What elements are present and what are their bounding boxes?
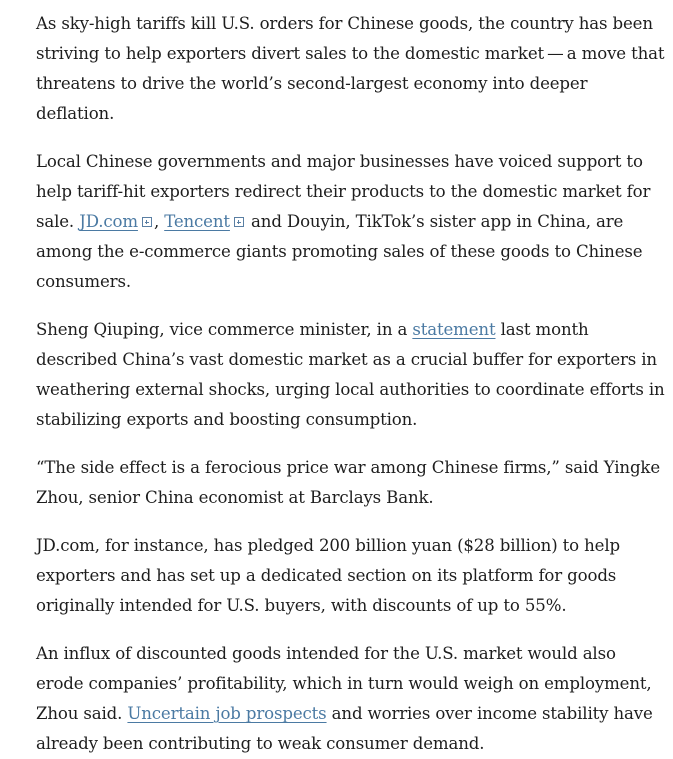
paragraph-2 bbox=[36, 147, 666, 297]
plus-box-icon[interactable] bbox=[142, 217, 152, 227]
paragraph-4-text: “The side effect is a ferocious price war among Chinese firms,” said Yingke Zhou, senior China economist at Barclays Bank. bbox=[36, 458, 660, 507]
paragraph-6-before: An influx of discounted goods intended for the U.S. market would also erode companies’ profitability, which in turn would weigh on employment, Zhou said. bbox=[36, 644, 652, 723]
paragraph-3-before: Sheng Qiuping, vice commerce minister, in a bbox=[36, 320, 413, 339]
paragraph-6-after: and worries over income stability have already been contributing to weak consumer demand. bbox=[36, 704, 653, 753]
paragraph-2-rest: and Douyin, TikTok’s sister app in China, are among the e-commerce giants promoting sales of these goods to Chinese consumers. bbox=[36, 212, 643, 291]
paragraph-2-separator: , bbox=[153, 212, 165, 231]
plus-box-icon[interactable] bbox=[234, 217, 244, 227]
paragraph-3-after: last month described China’s vast domestic market as a crucial buffer for exporters in weathering external shocks, urging local authorities to coordinate efforts in stabilizing exports and boosting consumption. bbox=[36, 320, 665, 429]
paragraph-2-intro: Local Chinese governments and major businesses have voiced support to help tariff-hit exporters redirect their products to the domestic market for sale. bbox=[36, 152, 651, 231]
paragraph-1-text: As sky-high tariffs kill U.S. orders for Chinese goods, the country has been striving to help exporters divert sales to the domestic market — a move that threatens to drive the world’s second-largest economy into deeper deflation. bbox=[36, 14, 665, 123]
paragraph-1 bbox=[36, 9, 666, 129]
statement-link[interactable]: statement bbox=[412, 320, 496, 339]
tencent-link[interactable]: Tencent bbox=[164, 212, 230, 231]
paragraph-4 bbox=[36, 453, 666, 513]
paragraph-6 bbox=[36, 639, 666, 759]
jd-com-link[interactable]: JD.com bbox=[79, 212, 138, 231]
paragraph-5-text: JD.com, for instance, has pledged 200 billion yuan ($28 billion) to help exporters and has set up a dedicated section on its platform for goods originally intended for U.S. buyers, with discounts of up to 55%. bbox=[36, 536, 620, 615]
paragraph-5 bbox=[36, 531, 666, 621]
uncertain-job-prospects-link[interactable]: Uncertain job prospects bbox=[127, 704, 327, 723]
paragraph-3 bbox=[36, 315, 666, 435]
article-body bbox=[36, 9, 666, 759]
